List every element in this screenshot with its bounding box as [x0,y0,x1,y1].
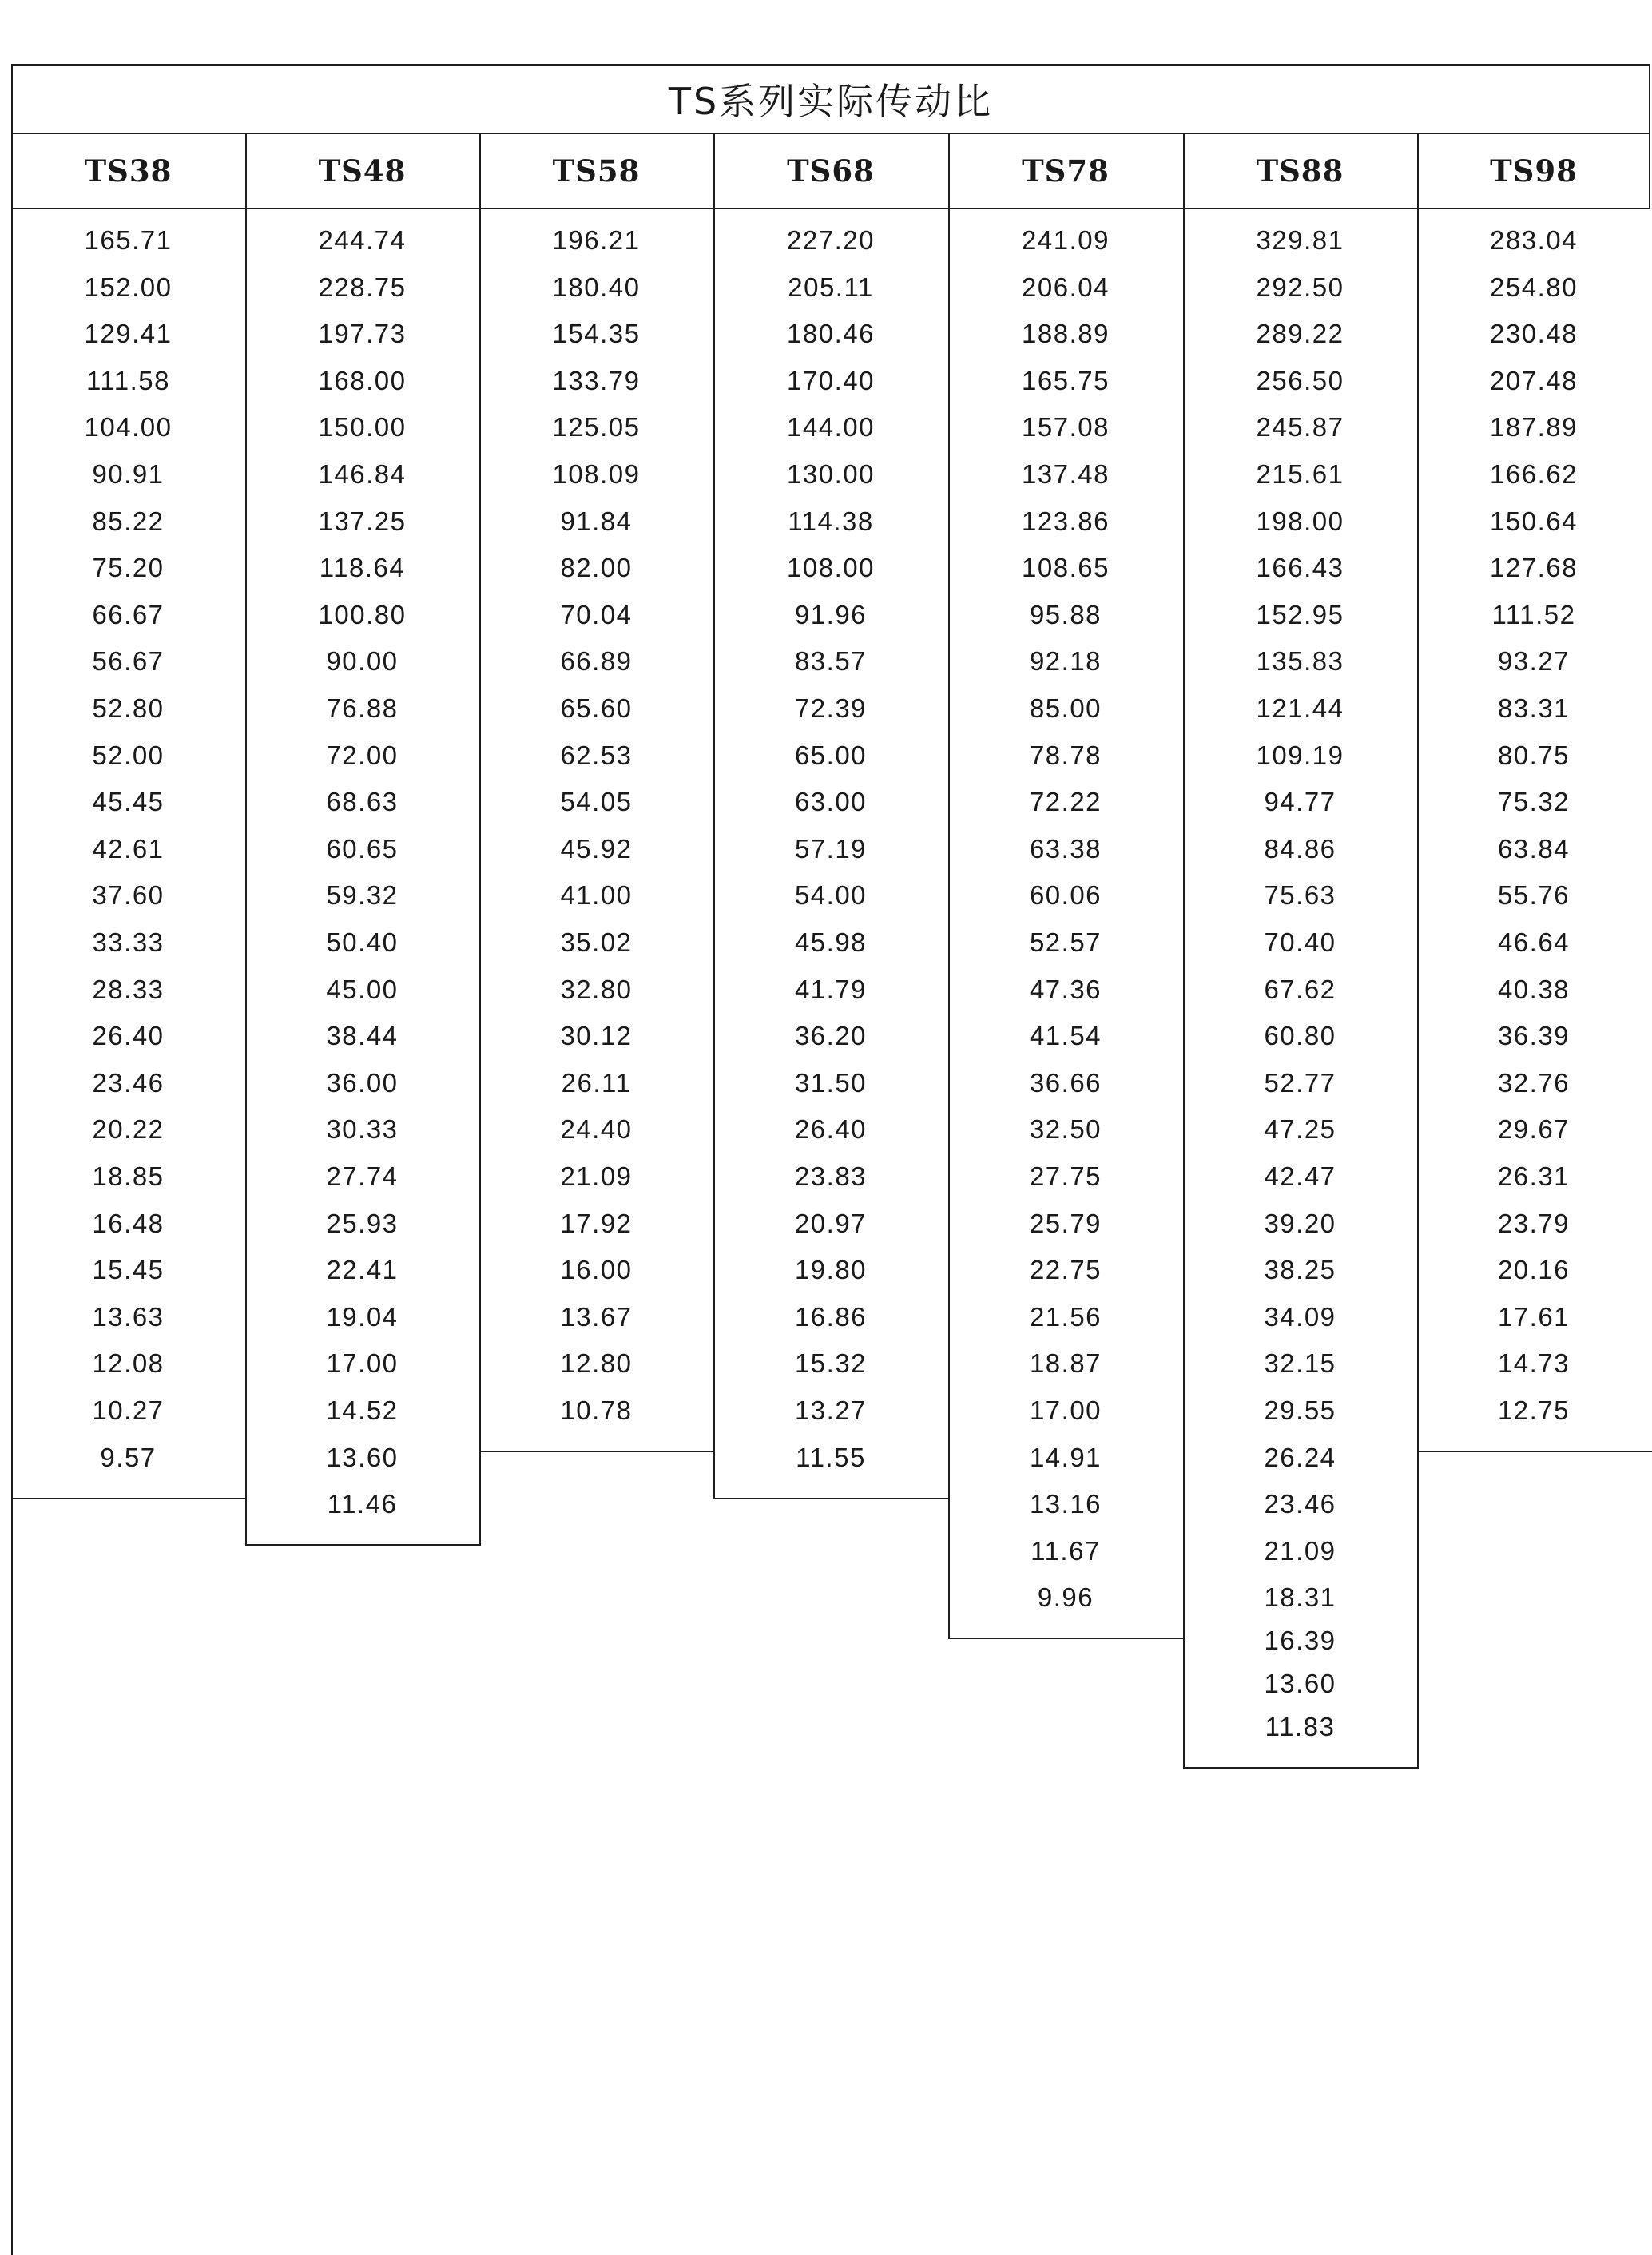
column-header: TS98 [1490,153,1578,189]
ratio-cell: 254.80 [1490,272,1578,302]
ratio-cell: 22.75 [1029,1255,1102,1285]
ratio-cell: 63.84 [1497,833,1571,863]
ratio-cell: 123.86 [1022,506,1110,536]
column-bottom-border [713,1498,950,1499]
ratio-cell: 82.00 [560,553,633,583]
ratio-cell: 45.45 [92,787,165,817]
ratio-cell: 180.46 [787,319,875,349]
ratio-cell: 18.87 [1029,1348,1102,1379]
ratio-cell: 11.67 [1031,1535,1101,1566]
ratio-cell: 31.50 [794,1067,868,1098]
ratio-cell: 85.22 [92,506,165,536]
ratio-cell: 90.00 [326,646,399,677]
ratio-cell: 75.32 [1497,787,1571,817]
ratio-cell: 23.83 [794,1161,868,1191]
ratio-cell: 60.06 [1029,880,1102,911]
ratio-cell: 15.32 [794,1348,868,1379]
ratio-cell: 12.08 [92,1348,165,1379]
column-ts68 [713,134,948,1498]
ratio-cell: 78.78 [1029,740,1102,770]
ratio-cell: 11.55 [796,1442,866,1472]
ratio-cell: 75.63 [1264,880,1336,911]
ratio-cell: 83.31 [1497,693,1571,723]
ratio-cell: 54.05 [560,787,633,817]
ratio-cell: 63.38 [1029,833,1102,863]
ratio-cell: 50.40 [326,927,399,957]
ratio-cell: 32.76 [1497,1067,1571,1098]
ratio-cell: 36.39 [1497,1021,1571,1051]
ratio-cell: 152.00 [84,272,173,302]
ratio-cell: 170.40 [787,365,875,395]
ratio-cell: 13.27 [794,1395,868,1425]
column-ts58 [479,134,713,1451]
column-bottom-border [479,1451,715,1452]
column-bottom-border [948,1638,1185,1639]
ratio-cell: 75.20 [92,553,165,583]
ratio-cell: 45.92 [560,833,633,863]
column-ts48 [245,134,479,1544]
ratio-cell: 32.50 [1029,1114,1102,1145]
ratio-cell: 66.67 [92,599,165,629]
column-header: TS48 [318,153,407,189]
ratio-cell: 39.20 [1264,1208,1336,1238]
ratio-cell: 41.79 [794,974,868,1004]
ratio-cell: 283.04 [1490,225,1578,255]
column-bottom-border [1417,1451,1652,1452]
ratio-cell: 36.20 [794,1021,868,1051]
ratio-cell: 45.00 [326,974,399,1004]
ratio-cell: 206.04 [1022,272,1110,302]
ratio-cell: 215.61 [1256,459,1344,489]
column-header: TS68 [787,153,875,189]
ratio-cell: 41.00 [560,880,633,911]
ratio-cell: 95.88 [1029,599,1102,629]
ratio-cell: 135.83 [1256,646,1344,677]
ratio-cell: 41.54 [1029,1021,1102,1051]
ratio-cell: 32.15 [1264,1348,1336,1379]
ratio-cell: 68.63 [326,787,399,817]
ratio-cell: 197.73 [318,319,407,349]
ratio-cell: 67.62 [1264,974,1336,1004]
ratio-cell: 108.00 [787,553,875,583]
ratio-cell: 256.50 [1256,365,1344,395]
table-top-border [11,64,1650,66]
ratio-cell: 91.96 [794,599,868,629]
ratio-cell: 22.41 [326,1255,399,1285]
column-bottom-border [245,1544,481,1546]
ratio-cell: 20.22 [92,1114,165,1145]
ratio-cell: 114.38 [788,506,874,536]
ratio-cell: 127.68 [1490,553,1578,583]
column-header: TS78 [1022,153,1110,189]
ratio-cell: 52.00 [92,740,165,770]
ratio-cell: 92.18 [1029,646,1102,677]
ratio-cell: 17.00 [1029,1395,1102,1425]
ratio-cell: 23.46 [92,1067,165,1098]
ratio-cell: 84.86 [1264,833,1336,863]
ratio-cell: 52.57 [1029,927,1102,957]
ratio-cell: 118.64 [319,553,406,583]
ratio-cell: 14.73 [1497,1348,1571,1379]
ratio-cell: 36.00 [326,1067,399,1098]
ratio-cell: 59.32 [326,880,399,911]
ratio-cell: 38.44 [326,1021,399,1051]
ratio-cell: 65.00 [794,740,868,770]
ratio-cell: 65.60 [560,693,633,723]
ratio-cell: 80.75 [1497,740,1571,770]
ratio-cell: 93.27 [1497,646,1571,677]
table-title: TS系列实际传动比 [668,80,994,123]
ratio-cell: 9.96 [1037,1582,1094,1613]
ratio-cell: 198.00 [1256,506,1344,536]
ratio-cell: 137.48 [1022,459,1110,489]
ratio-cell: 13.60 [326,1442,399,1472]
ratio-cell: 100.80 [318,599,407,629]
ratio-cell: 17.00 [326,1348,399,1379]
ratio-cell: 76.88 [326,693,399,723]
ratio-cell: 21.56 [1029,1301,1102,1332]
ratio-cell: 18.31 [1264,1582,1336,1613]
ratio-cell: 244.74 [318,225,407,255]
ratio-cell: 26.31 [1497,1161,1571,1191]
ratio-cell: 45.98 [794,927,868,957]
ratio-cell: 25.93 [326,1208,399,1238]
ratio-cell: 227.20 [787,225,875,255]
ratio-cell: 27.75 [1029,1161,1102,1191]
ratio-cell: 18.85 [92,1161,165,1191]
ratio-cell: 42.61 [92,833,165,863]
ratio-cell: 150.64 [1490,506,1578,536]
ratio-cell: 144.00 [787,412,875,443]
ratio-cell: 94.77 [1264,787,1336,817]
ratio-cell: 47.36 [1029,974,1102,1004]
ratio-cell: 57.19 [794,833,868,863]
ratio-cell: 17.92 [560,1208,633,1238]
ratio-cell: 150.00 [318,412,407,443]
column-ts78 [948,134,1183,1638]
ratio-cell: 104.00 [84,412,173,443]
ratio-cell: 72.22 [1029,787,1102,817]
ratio-cell: 40.38 [1497,974,1571,1004]
ratio-cell: 55.76 [1497,880,1571,911]
ratio-cell: 15.45 [92,1255,165,1285]
column-header: TS58 [552,153,641,189]
ratio-cell: 108.09 [552,459,641,489]
column-ts98 [1417,134,1650,1451]
ratio-cell: 14.91 [1029,1442,1102,1472]
ratio-cell: 63.00 [794,787,868,817]
ratio-cell: 188.89 [1022,319,1110,349]
ratio-cell: 10.27 [92,1395,165,1425]
column-bottom-border [1183,1767,1419,1769]
ratio-cell: 23.79 [1497,1208,1571,1238]
ratio-cell: 137.25 [318,506,407,536]
ratio-cell: 20.16 [1497,1255,1571,1285]
ratio-cell: 207.48 [1490,365,1578,395]
ratio-cell: 228.75 [318,272,407,302]
ratio-cell: 46.64 [1497,927,1571,957]
ratio-cell: 205.11 [788,272,874,302]
ratio-cell: 12.80 [560,1348,633,1379]
ratio-cell: 30.33 [326,1114,399,1145]
ratio-cell: 24.40 [560,1114,633,1145]
ratio-cell: 180.40 [552,272,641,302]
ratio-cell: 154.35 [552,319,641,349]
ratio-cell: 187.89 [1490,412,1578,443]
ratio-cell: 70.40 [1264,927,1336,957]
ratio-cell: 21.09 [560,1161,633,1191]
ratio-cell: 130.00 [787,459,875,489]
ratio-cell: 13.63 [92,1301,165,1332]
ratio-cell: 47.25 [1264,1114,1336,1145]
ratio-cell: 13.16 [1029,1489,1102,1519]
ratio-cell: 16.48 [92,1208,165,1238]
ratio-cell: 241.09 [1022,225,1110,255]
ratio-cell: 26.40 [794,1114,868,1145]
column-header: TS88 [1256,153,1344,189]
ratio-cell: 35.02 [560,927,633,957]
column-ts38 [11,134,245,1498]
ratio-cell: 42.47 [1264,1161,1336,1191]
ratio-cell: 85.00 [1029,693,1102,723]
ratio-cell: 111.52 [1491,599,1576,629]
ratio-cell: 157.08 [1022,412,1110,443]
ratio-cell: 19.80 [794,1255,868,1285]
ratio-cell: 29.67 [1497,1114,1571,1145]
ratio-cell: 19.04 [326,1301,399,1332]
ratio-cell: 129.41 [84,319,173,349]
ratio-cell: 13.67 [560,1301,633,1332]
ratio-cell: 9.57 [100,1442,157,1472]
column-bottom-border [11,1498,247,1499]
ratio-cell: 168.00 [318,365,407,395]
ratio-cell: 21.09 [1264,1535,1336,1566]
ratio-cell: 70.04 [560,599,633,629]
ratio-cell: 20.97 [794,1208,868,1238]
ratio-cell: 289.22 [1256,319,1344,349]
ratio-cell: 111.58 [85,365,171,395]
ratio-cell: 29.55 [1264,1395,1336,1425]
ratio-cell: 25.79 [1029,1208,1102,1238]
ratio-cell: 16.86 [794,1301,868,1332]
ratio-cell: 16.39 [1264,1626,1336,1656]
ratio-cell: 28.33 [92,974,165,1004]
ratio-cell: 109.19 [1256,740,1344,770]
ratio-cell: 26.24 [1264,1442,1336,1472]
ratio-cell: 60.80 [1264,1021,1336,1051]
ratio-cell: 37.60 [92,880,165,911]
ratio-cell: 32.80 [560,974,633,1004]
ratio-cell: 60.65 [326,833,399,863]
ratio-cell: 108.65 [1022,553,1110,583]
ratio-cell: 30.12 [560,1021,633,1051]
ratio-cell: 230.48 [1490,319,1578,349]
ratio-cell: 16.00 [560,1255,633,1285]
ratio-cell: 17.61 [1497,1301,1571,1332]
ratio-cell: 11.46 [327,1489,398,1519]
ratio-cell: 52.77 [1264,1067,1336,1098]
ratio-cell: 90.91 [92,459,165,489]
ratio-cell: 14.52 [326,1395,399,1425]
ratio-cell: 72.00 [326,740,399,770]
ratio-cell: 329.81 [1256,225,1344,255]
ratio-cell: 196.21 [552,225,641,255]
ratio-cell: 133.79 [552,365,641,395]
ratio-cell: 52.80 [92,693,165,723]
ratio-cell: 33.33 [92,927,165,957]
ratio-cell: 121.44 [1256,693,1344,723]
ratio-cell: 66.89 [560,646,633,677]
ratio-cell: 292.50 [1256,272,1344,302]
ratio-cell: 23.46 [1264,1489,1336,1519]
ratio-cell: 125.05 [552,412,641,443]
ratio-cell: 152.95 [1256,599,1344,629]
ratio-cell: 245.87 [1256,412,1344,443]
ratio-cell: 26.11 [561,1067,632,1098]
ratio-cell: 27.74 [326,1161,399,1191]
ratio-cell: 56.67 [92,646,165,677]
ratio-cell: 166.62 [1490,459,1578,489]
ratio-cell: 165.75 [1022,365,1110,395]
column-ts88 [1183,134,1417,1767]
ratio-cell: 62.53 [560,740,633,770]
ratio-cell: 13.60 [1264,1669,1336,1699]
ratio-cell: 11.83 [1265,1712,1336,1742]
ratio-cell: 165.71 [84,225,173,255]
ratio-cell: 12.75 [1497,1395,1571,1425]
ratio-cell: 36.66 [1029,1067,1102,1098]
ratio-cell: 26.40 [92,1021,165,1051]
ratio-cell: 10.78 [560,1395,633,1425]
ratio-cell: 166.43 [1256,553,1344,583]
ratio-cell: 34.09 [1264,1301,1336,1332]
ratio-cell: 72.39 [794,693,868,723]
ratio-cell: 91.84 [560,506,633,536]
ratio-cell: 83.57 [794,646,868,677]
ratio-cell: 38.25 [1264,1255,1336,1285]
ratio-cell: 146.84 [318,459,407,489]
ratio-cell: 54.00 [794,880,868,911]
column-header: TS38 [84,153,173,189]
